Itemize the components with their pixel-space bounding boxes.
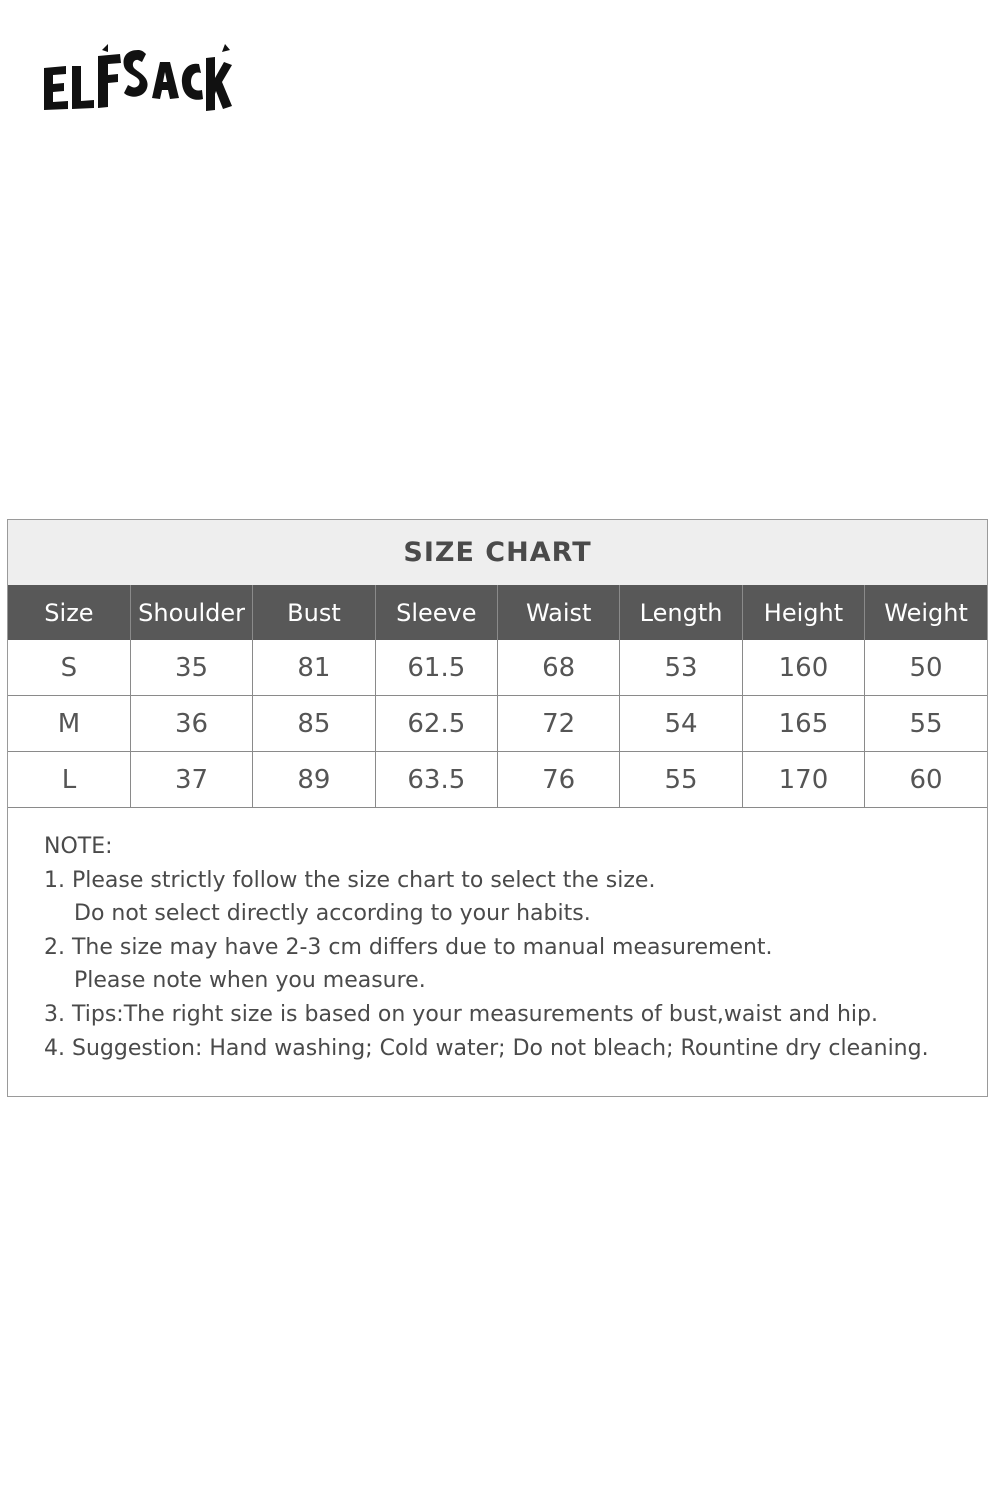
table-cell: M <box>8 696 130 752</box>
table-cell: 165 <box>742 696 864 752</box>
column-header-waist: Waist <box>498 585 620 640</box>
note-line: 2. The size may have 2-3 cm differs due to manual measurement. <box>44 934 773 960</box>
note-line: 4. Suggestion: Hand washing; Cold water; Do not bleach; Rountine dry cleaning. <box>44 1035 929 1061</box>
note-line: Do not select directly according to your habits. <box>74 901 591 927</box>
elfsack-logo-icon <box>42 44 232 114</box>
brand-logo <box>42 44 232 114</box>
table-cell: 81 <box>253 640 375 696</box>
note-line: 1. Please strictly follow the size chart to select the size. <box>44 867 656 893</box>
table-cell: 55 <box>620 752 742 808</box>
table-cell: 60 <box>865 752 987 808</box>
table-cell: 55 <box>865 696 987 752</box>
table-cell: L <box>8 752 130 808</box>
table-cell: 76 <box>498 752 620 808</box>
size-chart-title: SIZE CHART <box>8 520 987 585</box>
table-cell: 36 <box>130 696 252 752</box>
column-header-length: Length <box>620 585 742 640</box>
notes-heading: NOTE: <box>44 834 113 859</box>
size-notes <box>8 808 987 1065</box>
table-cell: 89 <box>253 752 375 808</box>
size-chart <box>7 519 988 1097</box>
table-cell: 160 <box>742 640 864 696</box>
table-cell: 68 <box>498 640 620 696</box>
table-cell: 63.5 <box>375 752 497 808</box>
column-header-bust: Bust <box>253 585 375 640</box>
table-cell: 53 <box>620 640 742 696</box>
column-header-sleeve: Sleeve <box>375 585 497 640</box>
note-line: Please note when you measure. <box>74 968 426 994</box>
column-header-size: Size <box>8 585 130 640</box>
table-cell: 50 <box>865 640 987 696</box>
column-header-height: Height <box>742 585 864 640</box>
table-cell: 62.5 <box>375 696 497 752</box>
table-cell: 54 <box>620 696 742 752</box>
table-row <box>8 752 987 808</box>
column-header-weight: Weight <box>865 585 987 640</box>
table-cell: 61.5 <box>375 640 497 696</box>
table-row <box>8 696 987 752</box>
table-cell: 85 <box>253 696 375 752</box>
column-header-shoulder: Shoulder <box>130 585 252 640</box>
size-table <box>8 585 987 808</box>
table-cell: 72 <box>498 696 620 752</box>
table-cell: 35 <box>130 640 252 696</box>
note-line: 3. Tips:The right size is based on your measurements of bust,waist and hip. <box>44 1001 878 1027</box>
size-table-header-row <box>8 585 987 640</box>
table-cell: 37 <box>130 752 252 808</box>
table-row <box>8 640 987 696</box>
table-cell: 170 <box>742 752 864 808</box>
table-cell: S <box>8 640 130 696</box>
